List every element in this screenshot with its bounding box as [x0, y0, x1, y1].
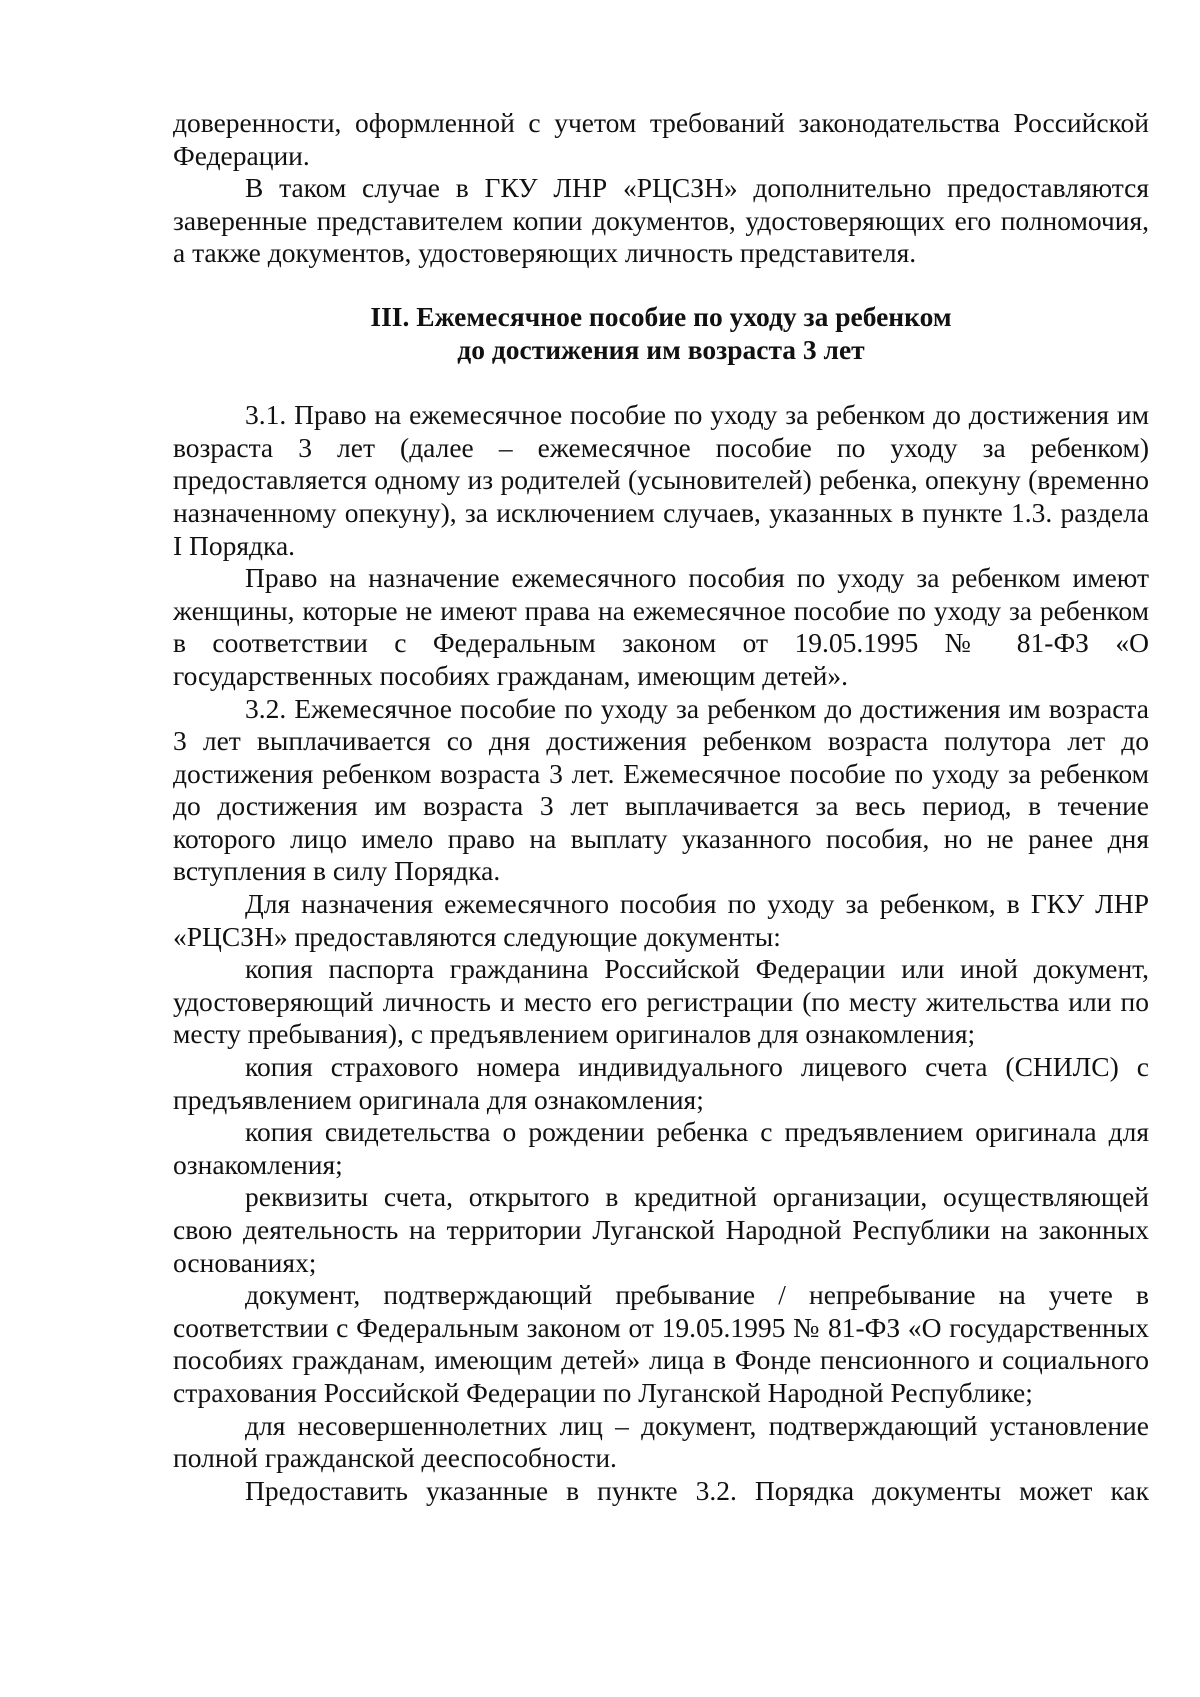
paragraph-documents-intro: Для назначения ежемесячного пособия по уходу за ребенком, в ГКУ ЛНР «РЦСЗН» предоставляются следующие документы: — [173, 888, 1149, 952]
section-heading — [173, 301, 1149, 366]
list-item-minors: для несовершеннолетних лиц – документ, подтверждающий установление полной гражданской дееспособности. — [173, 1409, 1149, 1474]
section-heading-line-1: III. Ежемесячное пособие по уходу за ребенком — [370, 300, 952, 332]
list-item-bank-details: реквизиты счета, открытого в кредитной организации, осуществляющей свою деятельность на территории Луганской Народной Республики на законных основаниях; — [173, 1181, 1149, 1278]
paragraph-continuation: доверенности, оформленной с учетом требований законодательства Российской Федерации. — [173, 107, 1149, 171]
section-heading-line-2: до достижения им возраста 3 лет — [457, 333, 865, 365]
paragraph-eligibility: Право на назначение ежемесячного пособия по уходу за ребенком имеют женщины, которые не имеют права на ежемесячное пособие по уходу за ребенком в соответствии с Федеральным законом от 19.05.1995 № 81-ФЗ «О государственных пособиях гражданам, имеющим детей». — [173, 562, 1149, 691]
document-page — [173, 107, 1149, 1507]
paragraph-representative: В таком случае в ГКУ ЛНР «РЦСЗН» дополнительно предоставляются заверенные представителем копии документов, удостоверяющих его полномочия, а также документов, удостоверяющих личность представителя. — [173, 172, 1149, 269]
paragraph-3-1: 3.1. Право на ежемесячное пособие по уходу за ребенком до достижения им возраста 3 лет (далее – ежемесячное пособие по уходу за ребенком) предоставляется одному из родителей (усыновителей) ребенка, опекуну (временно назначенному опекуну), за исключением случаев, указанных в пункте 1.3. раздела I Порядка. — [173, 399, 1149, 561]
list-item-fund-registration: документ, подтверждающий пребывание / непребывание на учете в соответствии с Федеральным законом от 19.05.1995 № 81-ФЗ «О государственных пособиях гражданам, имеющим детей» лица в Фонде пенсионного и социального страхования Российской Федерации по Луганской Народной Республике; — [173, 1279, 1149, 1408]
list-item-passport: копия паспорта гражданина Российской Федерации или иной документ, удостоверяющий личность и место его регистрации (по месту жительства или по месту пребывания), с предъявлением оригиналов для ознакомления; — [173, 953, 1149, 1050]
paragraph-submission: Предоставить указанные в пункте 3.2. Порядка документы может как — [245, 1474, 1149, 1506]
list-item-snils: копия страхового номера индивидуального лицевого счета (СНИЛС) с предъявлением оригинала для ознакомления; — [173, 1051, 1149, 1115]
paragraph-3-2: 3.2. Ежемесячное пособие по уходу за ребенком до достижения им возраста 3 лет выплачивается со дня достижения ребенком возраста полутора лет до достижения ребенком возраста 3 лет. Ежемесячное пособие по уходу за ребенком до достижения им возраста 3 лет выплачивается за весь период, в течение которого лицо имело право на выплату указанного пособия, но не ранее дня вступления в силу Порядка. — [173, 692, 1149, 887]
list-item-birth-certificate: копия свидетельства о рождении ребенка с предъявлением оригинала для ознакомления; — [173, 1116, 1149, 1180]
